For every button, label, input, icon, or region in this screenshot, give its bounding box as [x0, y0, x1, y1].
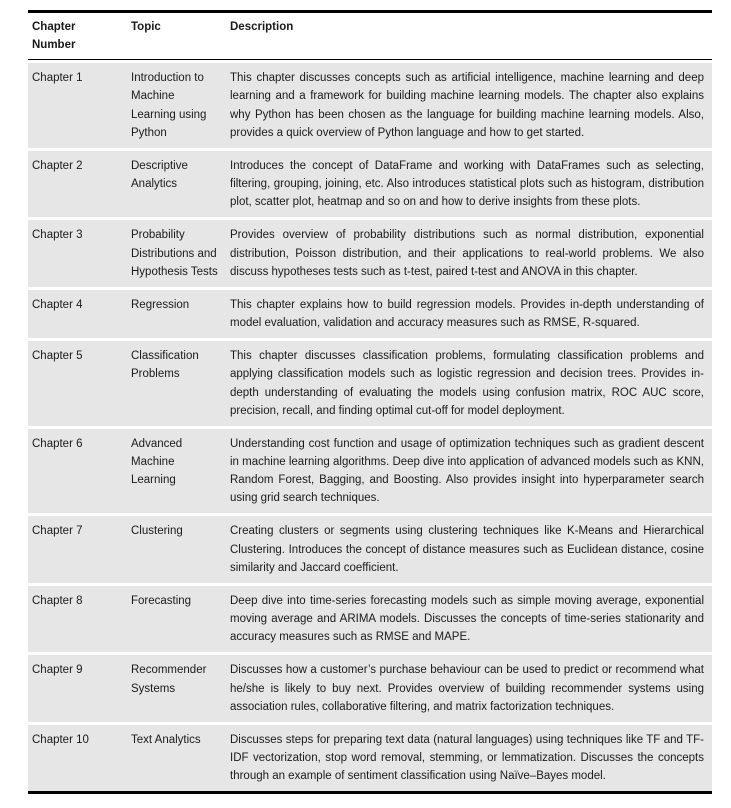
chapter-number-cell: Chapter 7 — [32, 525, 83, 538]
topic-cell: Classification Problems — [131, 350, 199, 381]
topic-cell: Advanced Machine Learning — [131, 437, 183, 487]
description-cell: Deep dive into time-series forecasting models such as simple moving average, exponential moving average and ARIMA models. Discusses the concepts of time-series stationarity and accuracy measures such as RMSE and MAPE. — [230, 594, 704, 644]
chapters-table — [28, 10, 712, 794]
table-header-row — [28, 13, 712, 60]
table-row — [28, 725, 712, 791]
topic-cell: Regression — [131, 298, 190, 311]
description-cell: This chapter discusses concepts such as artificial intelligence, machine learning and deep learning and a framework for building machine learning models. The chapter also explains why Python has been chosen as the language for building machine learning models. Also, provides a quick overview of Python language and how to get started. — [230, 72, 704, 139]
topic-cell: Recommender Systems — [131, 664, 207, 695]
topic-cell: Text Analytics — [131, 733, 201, 746]
description-cell: Creating clusters or segments using clustering techniques like K-Means and Hierarchical Clustering. Introduces the concept of distance measures such as Euclidean distance, cosine similarity and Jaccard coefficient. — [230, 525, 704, 574]
table-row — [28, 63, 712, 148]
table-row — [28, 151, 712, 217]
chapter-number-cell: Chapter 8 — [32, 594, 83, 607]
table-row — [28, 429, 712, 514]
topic-cell: Forecasting — [131, 594, 192, 607]
chapter-number-cell: Chapter 10 — [32, 733, 89, 746]
chapter-number-cell: Chapter 2 — [32, 159, 83, 172]
description-cell: Provides overview of probability distributions such as normal distribution, exponential distribution, Poisson distribution, and their applications to real-world problems. We also discuss hypotheses tests such as t-test, paired t-test and ANOVA in this chapter. — [230, 229, 704, 278]
chapter-number-cell: Chapter 3 — [32, 229, 83, 242]
description-cell: This chapter discusses classification problems, formulating classification problems and applying classification models such as logistic regression and decision trees. Provides in-depth understanding of evaluating the models using confusion matrix, ROC AUC score, precision, recall, and finding optimal cut-off for model deployment. — [230, 350, 704, 417]
header-description: Description — [230, 21, 294, 33]
table-row — [28, 516, 712, 582]
chapter-number-cell: Chapter 9 — [32, 664, 83, 677]
header-topic: Topic — [131, 21, 161, 33]
table-row — [28, 586, 712, 652]
description-cell: Discusses steps for preparing text data (natural languages) using techniques like TF and TF-IDF vectorization, stop word removal, stemming, or lemmatization. Discusses the concepts through an example of sentiment classification using Naïve–Bayes model. — [230, 733, 704, 783]
table-row — [28, 290, 712, 338]
topic-cell: Descriptive Analytics — [131, 159, 188, 191]
header-chapter-number: Chapter Number — [32, 21, 76, 52]
topic-cell: Probability Distributions and Hypothesis Tests — [131, 229, 218, 278]
description-cell: Understanding cost function and usage of optimization techniques such as gradient descent in machine learning algorithms. Deep dive into application of advanced models such as KNN, Random Forest, Bagging, and Boosting. Also provides insight into hyperparameter search using grid search techniques. — [230, 437, 704, 505]
topic-cell: Introduction to Machine Learning using Python — [131, 72, 207, 139]
description-cell: Introduces the concept of DataFrame and working with DataFrames such as selecting, filtering, grouping, joining, etc. Also introduces statistical plots such as histogram, distribution plot, scatter plot, heatmap and so on and how to derive insights from these plots. — [230, 159, 704, 209]
table-body — [28, 63, 712, 791]
table-row — [28, 220, 712, 286]
chapter-number-cell: Chapter 6 — [32, 437, 83, 450]
description-cell: Discusses how a customer’s purchase behaviour can be used to predict or recommend what he/she is likely to buy next. Provides overview of building recommender systems using association rules, collaborative filtering, and matrix factorization techniques. — [230, 664, 704, 713]
table-row — [28, 655, 712, 721]
topic-cell: Clustering — [131, 525, 183, 538]
chapter-number-cell: Chapter 5 — [32, 350, 83, 363]
description-cell: This chapter explains how to build regression models. Provides in-depth understanding of model evaluation, validation and accuracy measures such as RMSE, R-squared. — [230, 298, 704, 330]
table-row — [28, 341, 712, 426]
chapter-number-cell: Chapter 4 — [32, 298, 83, 311]
chapter-number-cell: Chapter 1 — [32, 72, 83, 85]
